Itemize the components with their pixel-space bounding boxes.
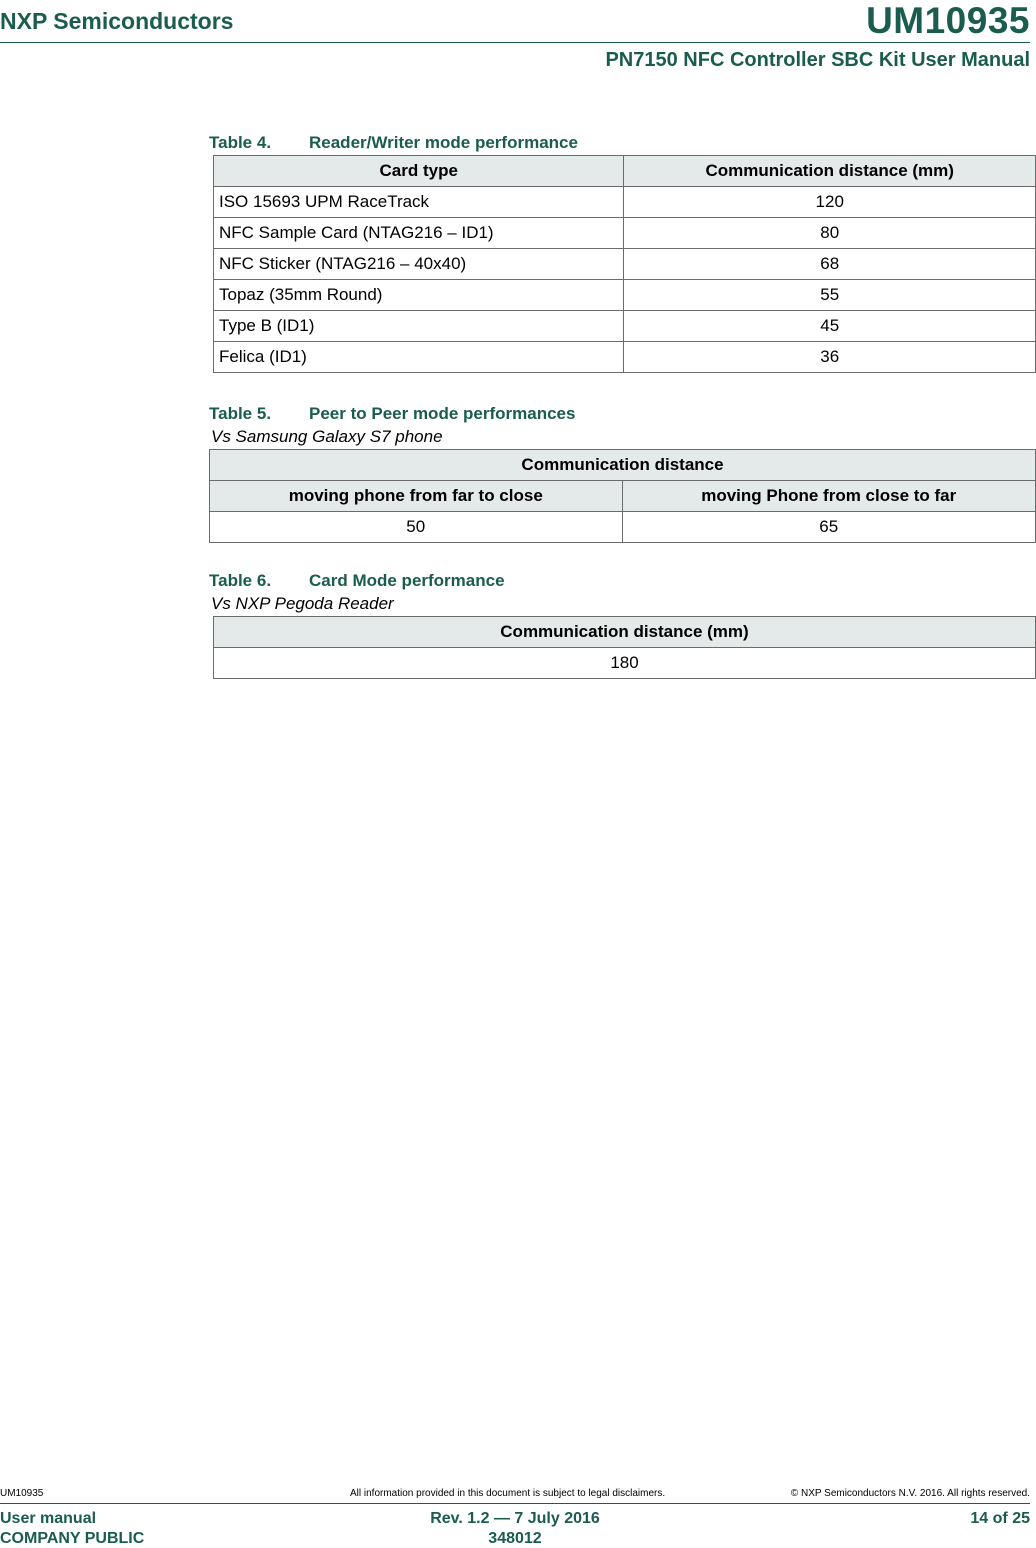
- table4-number: Table 4.: [209, 133, 272, 152]
- cell-far-to-close: 50: [210, 512, 623, 543]
- cell-close-to-far: 65: [622, 512, 1036, 543]
- footer-page-number: 14 of 25: [970, 1510, 1030, 1527]
- document-number: UM10935: [866, 0, 1030, 41]
- table6-caption: [209, 571, 505, 591]
- table-row: [210, 512, 1036, 543]
- cell-distance: 80: [624, 218, 1036, 249]
- footer-copyright: © NXP Semiconductors N.V. 2016. All rights reserved.: [790, 1488, 1030, 1499]
- reader-writer-table: [213, 155, 1036, 373]
- table-row: [214, 311, 1036, 342]
- cell-distance: 120: [624, 187, 1036, 218]
- table6-subtitle: Vs NXP Pegoda Reader: [211, 594, 394, 613]
- table4-caption: [209, 133, 578, 153]
- header-communication-distance: Communication distance: [210, 450, 1036, 481]
- table-row: [214, 648, 1036, 679]
- table-row: [214, 342, 1036, 373]
- table5-title: Peer to Peer mode performances: [309, 404, 576, 423]
- footer-doc-id: UM10935: [0, 1488, 44, 1499]
- header-close-to-far: moving Phone from close to far: [622, 481, 1036, 512]
- company-name: NXP Semiconductors: [0, 8, 234, 34]
- header-far-to-close: moving phone from far to close: [210, 481, 623, 512]
- cell-card-type: Topaz (35mm Round): [214, 280, 624, 311]
- cell-distance: 55: [624, 280, 1036, 311]
- table-row: [214, 280, 1036, 311]
- table-row: [214, 218, 1036, 249]
- footer-disclaimer: All information provided in this document is subject to legal disclaimers.: [350, 1488, 666, 1499]
- document-subtitle: PN7150 NFC Controller SBC Kit User Manual: [605, 49, 1030, 71]
- cell-distance: 68: [624, 249, 1036, 280]
- card-mode-table: [213, 616, 1036, 679]
- header-rule: [0, 42, 1030, 43]
- header-distance: Communication distance (mm): [624, 156, 1036, 187]
- table5-number: Table 5.: [209, 404, 272, 423]
- cell-card-type: Type B (ID1): [214, 311, 624, 342]
- cell-card-type: ISO 15693 UPM RaceTrack: [214, 187, 624, 218]
- table-header-row: [214, 617, 1036, 648]
- cell-distance: 36: [624, 342, 1036, 373]
- cell-distance: 45: [624, 311, 1036, 342]
- table5-caption: [209, 404, 575, 424]
- table6-number: Table 6.: [209, 571, 272, 590]
- table-group-header-row: [210, 450, 1036, 481]
- table4-title: Reader/Writer mode performance: [309, 133, 578, 152]
- cell-card-type: NFC Sticker (NTAG216 – 40x40): [214, 249, 624, 280]
- cell-card-type: NFC Sample Card (NTAG216 – ID1): [214, 218, 624, 249]
- peer-to-peer-table: [209, 449, 1036, 543]
- table5-subtitle: Vs Samsung Galaxy S7 phone: [211, 427, 443, 446]
- cell-card-type: Felica (ID1): [214, 342, 624, 373]
- footer-rule: [0, 1503, 1030, 1504]
- table-header-row: [210, 481, 1036, 512]
- header-card-type: Card type: [214, 156, 624, 187]
- cell-distance: 180: [214, 648, 1036, 679]
- table6-title: Card Mode performance: [309, 571, 505, 590]
- footer-doc-code: 348012: [488, 1530, 542, 1547]
- header-distance: Communication distance (mm): [214, 617, 1036, 648]
- footer-classification: COMPANY PUBLIC: [0, 1530, 145, 1547]
- table-row: [214, 249, 1036, 280]
- table-row: [214, 187, 1036, 218]
- footer-revision: Rev. 1.2 — 7 July 2016: [430, 1510, 600, 1527]
- footer-doc-type: User manual: [0, 1510, 97, 1527]
- table-header-row: [214, 156, 1036, 187]
